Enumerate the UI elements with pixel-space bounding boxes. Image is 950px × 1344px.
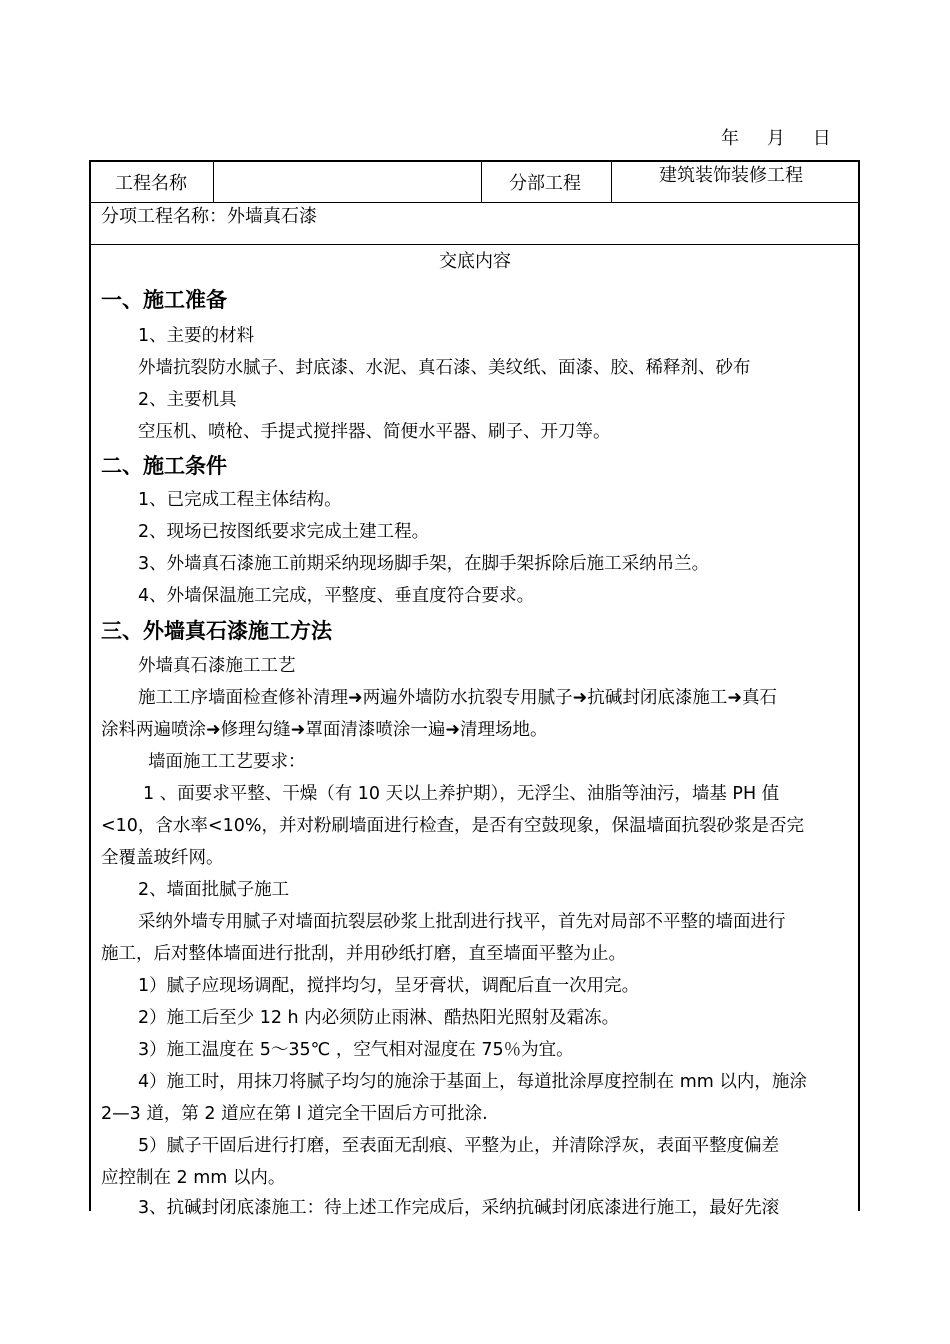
column-divider bbox=[611, 162, 612, 203]
text-line: 1、已完成工程主体结构。 bbox=[138, 490, 342, 510]
text-line: 涂料两遍喷涂➜修理勾缝➜罩面清漆喷涂一遍➜清理场地。 bbox=[101, 720, 548, 740]
project-name-label: 工程名称 bbox=[115, 173, 187, 194]
text-line: 外墙抗裂防水腻子、封底漆、水泥、真石漆、美纹纸、面漆、胶、稀释剂、砂布 bbox=[138, 358, 751, 378]
column-divider bbox=[213, 162, 214, 203]
text-line: 1、主要的材料 bbox=[138, 326, 255, 346]
column-divider bbox=[481, 162, 482, 203]
text-line: 3、抗碱封闭底漆施工：待上述工作完成后，采纳抗碱封闭底漆进行施工，最好先滚 bbox=[138, 1198, 780, 1218]
division-value: 建筑装饰装修工程 bbox=[659, 165, 803, 186]
text-line: 墙面施工工艺要求： bbox=[148, 752, 306, 772]
section-heading: 三、外墙真石漆施工方法 bbox=[101, 619, 332, 643]
text-line: 采纳外墙专用腻子对墙面抗裂层砂浆上批刮进行找平，首先对局部不平整的墙面进行 bbox=[138, 912, 786, 932]
text-line: 4）施工时，用抹刀将腻子均匀的施涂于基面上，每道批涂厚度控制在 mm 以内，施涂 bbox=[138, 1072, 807, 1092]
text-line: 外墙真石漆施工工艺 bbox=[138, 656, 296, 676]
text-line: <10，含水率<10%，并对粉刷墙面进行检查，是否有空鼓现象，保温墙面抗裂砂浆是否完 bbox=[101, 816, 804, 836]
text-line: 2）施工后至少 12 h 内必须防止雨淋、酷热阳光照射及霜冻。 bbox=[138, 1008, 620, 1028]
text-line: 施工，后对整体墙面进行批刮，并用砂纸打磨，直至墙面平整为止。 bbox=[101, 944, 626, 964]
text-line: 3）施工温度在 5～35℃ ，空气相对湿度在 75％为宜。 bbox=[138, 1040, 574, 1060]
section-heading: 一、施工准备 bbox=[101, 288, 227, 312]
text-line: 施工工序墙面检查修补清理➜两遍外墙防水抗裂专用腻子➜抗碱封闭底漆施工➜真石 bbox=[138, 688, 777, 708]
text-line: 空压机、喷枪、手提式搅拌器、简便水平器、刷子、开刀等。 bbox=[138, 422, 611, 442]
row-divider bbox=[91, 244, 858, 245]
text-line: 2、主要机具 bbox=[138, 390, 237, 410]
division-label: 分部工程 bbox=[509, 173, 581, 194]
text-line: 1 、面要求平整、干燥（有 10 天以上养护期），无浮尘、油脂等油污，墙基 PH 值 bbox=[143, 784, 780, 804]
text-line: 3、外墙真石漆施工前期采纳现场脚手架，在脚手架拆除后施工采纳吊兰。 bbox=[138, 554, 710, 574]
subitem-name: 分项工程名称：外墙真石漆 bbox=[101, 206, 317, 227]
text-line: 5）腻子干固后进行打磨，至表面无刮痕、平整为止，并清除浮灰，表面平整度偏差 bbox=[138, 1136, 780, 1156]
text-line: 1）腻子应现场调配，搅拌均匀，呈牙膏状，调配后直一次用完。 bbox=[138, 976, 640, 996]
text-line: 2、现场已按图纸要求完成土建工程。 bbox=[138, 522, 430, 542]
section-heading: 二、施工条件 bbox=[101, 454, 227, 478]
text-line: 4、外墙保温施工完成，平整度、垂直度符合要求。 bbox=[138, 586, 535, 606]
text-line: 应控制在 2 mm 以内。 bbox=[101, 1168, 286, 1188]
text-line: 2—3 道，第 2 道应在第 l 道完全干固后方可批涂. bbox=[101, 1104, 488, 1124]
content-title: 交底内容 bbox=[439, 251, 511, 272]
date-line: 年 月 日 bbox=[721, 128, 832, 149]
text-line: 全覆盖玻纤网。 bbox=[101, 848, 224, 868]
text-line: 2、墙面批腻子施工 bbox=[138, 880, 290, 900]
row-divider bbox=[91, 202, 858, 203]
disclosure-form bbox=[89, 160, 860, 1218]
